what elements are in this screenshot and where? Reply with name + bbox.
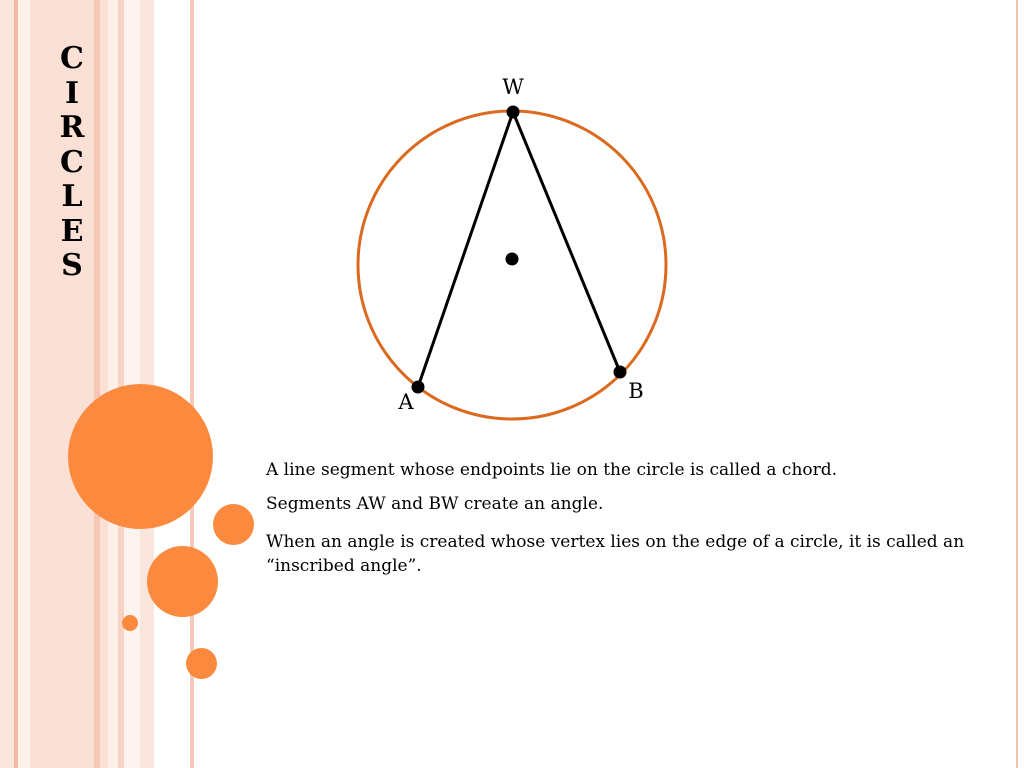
label-a: A: [398, 390, 414, 414]
title-letter: C: [60, 144, 84, 180]
title-letter: S: [61, 248, 83, 283]
title-letter: C: [60, 41, 84, 76]
label-w: W: [502, 75, 524, 99]
chord-aw: [418, 112, 513, 387]
title-letter: R: [59, 110, 85, 145]
title-letter: E: [60, 213, 84, 249]
inscribed-angle-definition: When an angle is created whose vertex lies on the edge of a circle, it is called an “inscribed angle”.: [266, 532, 965, 576]
circle-center: [506, 253, 519, 266]
body-text: [266, 458, 986, 578]
point-b: [614, 366, 627, 379]
title-letter: L: [61, 179, 83, 214]
chord-definition: A line segment whose endpoints lie on the circle is called a chord.: [266, 460, 838, 480]
angle-statement: Segments AW and BW create an angle.: [266, 494, 604, 514]
label-b: B: [628, 379, 644, 403]
title-letter: I: [64, 75, 80, 111]
point-w: [507, 106, 520, 119]
chord-bw: [513, 112, 620, 372]
